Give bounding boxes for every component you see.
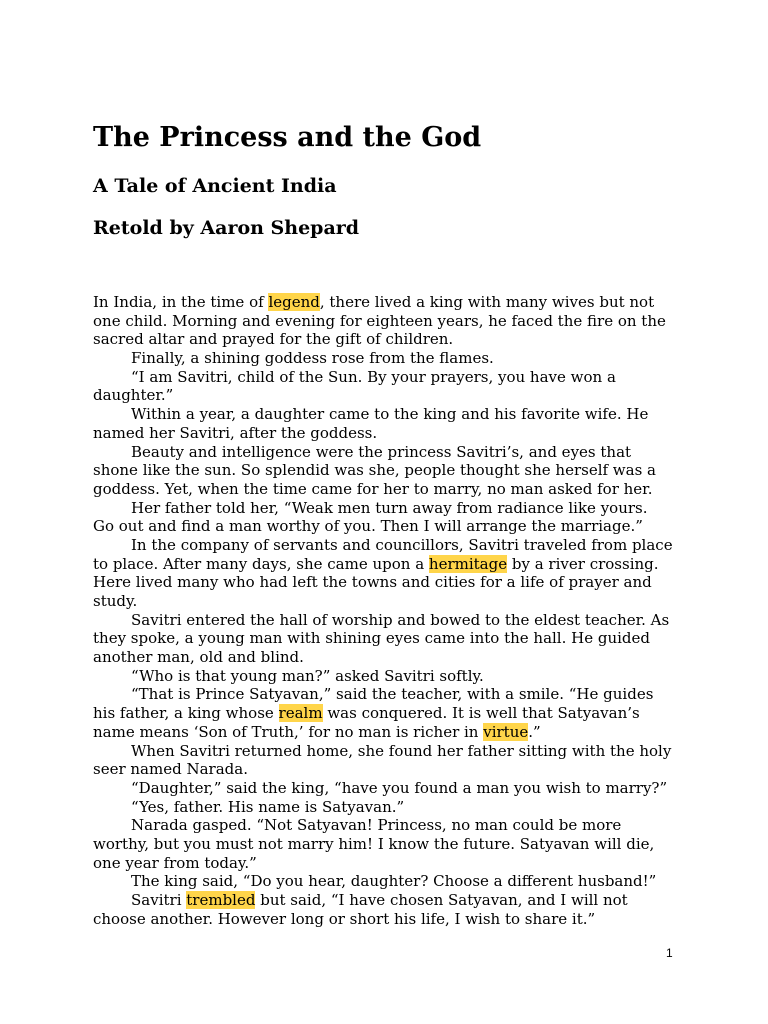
text-line: [93, 685, 693, 704]
text-line: [93, 555, 693, 574]
text-segment: one year from today.”: [93, 853, 257, 872]
story-body: [93, 293, 693, 928]
text-line: [93, 611, 693, 630]
text-segment: Savitri: [131, 891, 187, 909]
page-number: 1: [666, 946, 673, 960]
text-segment: Within a year, a daughter came to the king and his favorite wife. He: [131, 405, 649, 424]
text-segment: study.: [93, 592, 138, 610]
text-segment: .”: [528, 722, 541, 741]
text-segment: named her Savitri, after the goddess.: [93, 423, 378, 442]
text-line: [93, 854, 693, 873]
text-segment: “Who is that young man?” asked Savitri softly.: [131, 666, 484, 685]
text-line: [93, 312, 693, 331]
text-line: [93, 742, 693, 761]
text-segment: Beauty and intelligence were the princess Savitri’s, and eyes that: [131, 442, 632, 461]
highlighted-word: hermitage: [428, 554, 508, 573]
text-segment: one child. Morning and evening for eighteen years, he faced the fire on the: [93, 311, 666, 330]
text-segment: sacred altar and prayed for the gift of children.: [93, 330, 454, 349]
text-line: [93, 667, 693, 686]
text-segment: to place. After many days, she came upon a: [93, 554, 429, 573]
text-segment: , there lived a king with many wives but not: [319, 293, 655, 311]
document-title: The Princess and the God: [93, 122, 482, 153]
text-segment: Savitri entered the hall of worship and bowed to the eldest teacher. As: [131, 610, 670, 629]
text-segment: daughter.”: [93, 386, 174, 405]
text-segment: Finally, a shining goddess rose from the flames.: [131, 349, 494, 368]
highlighted-word: realm: [278, 704, 323, 723]
highlighted-word: legend: [268, 293, 320, 311]
text-segment: Her father told her, “Weak men turn away from radiance like yours.: [131, 498, 648, 517]
text-segment: “I am Savitri, child of the Sun. By your prayers, you have won a: [131, 367, 616, 386]
text-line: [93, 723, 693, 742]
text-segment: seer named Narada.: [93, 760, 248, 779]
text-line: [93, 798, 693, 817]
text-segment: “Yes, father. His name is Satyavan.”: [131, 797, 405, 816]
text-segment: worthy, but you must not marry him! I know the future. Satyavan will die,: [93, 834, 655, 853]
text-line: [93, 480, 693, 499]
text-line: [93, 760, 693, 779]
text-line: [93, 910, 693, 929]
text-segment: “That is Prince Satyavan,” said the teacher, with a smile. “He guides: [131, 685, 654, 704]
text-line: [93, 499, 693, 518]
text-line: [93, 872, 693, 891]
text-line: [93, 293, 693, 312]
text-line: [93, 536, 693, 555]
text-line: [93, 835, 693, 854]
text-line: [93, 368, 693, 387]
highlighted-word: trembled: [186, 891, 256, 909]
text-segment: goddess. Yet, when the time came for her to marry, no man asked for her.: [93, 479, 653, 498]
text-segment: Here lived many who had left the towns and cities for a life of prayer and: [93, 573, 652, 592]
text-segment: but said, “I have chosen Satyavan, and I will not: [255, 891, 628, 909]
text-line: [93, 779, 693, 798]
text-line: [93, 330, 693, 349]
text-line: [93, 443, 693, 462]
text-segment: name means ‘Son of Truth,’ for no man is richer in: [93, 722, 484, 741]
text-segment: his father, a king whose: [93, 704, 279, 723]
text-line: [93, 461, 693, 480]
text-segment: “Daughter,” said the king, “have you found a man you wish to marry?”: [131, 778, 668, 797]
text-segment: Narada gasped. “Not Satyavan! Princess, no man could be more: [131, 816, 622, 835]
text-line: [93, 704, 693, 723]
document-byline: Retold by Aaron Shepard: [93, 217, 360, 239]
text-line: [93, 424, 693, 443]
text-segment: Go out and find a man worthy of you. Then I will arrange the marriage.”: [93, 517, 643, 536]
text-segment: shone like the sun. So splendid was she, people thought she herself was a: [93, 461, 656, 480]
text-segment: they spoke, a young man with shining eyes came into the hall. He guided: [93, 629, 651, 648]
text-line: [93, 648, 693, 667]
text-segment: When Savitri returned home, she found her father sitting with the holy: [131, 741, 672, 760]
text-line: [93, 517, 693, 536]
text-segment: In the company of servants and councillors, Savitri traveled from place: [131, 535, 673, 554]
text-segment: was conquered. It is well that Satyavan’s: [322, 704, 640, 723]
text-line: [93, 592, 693, 611]
document-subtitle: A Tale of Ancient India: [93, 175, 337, 197]
text-line: [93, 349, 693, 368]
text-segment: The king said, “Do you hear, daughter? Choose a different husband!”: [131, 872, 657, 891]
text-line: [93, 386, 693, 405]
text-line: [93, 816, 693, 835]
text-segment: by a river crossing.: [507, 554, 659, 573]
text-line: [93, 405, 693, 424]
text-line: [93, 573, 693, 592]
text-line: [93, 629, 693, 648]
text-segment: another man, old and blind.: [93, 648, 304, 667]
highlighted-word: virtue: [483, 722, 529, 741]
text-line: [93, 891, 693, 910]
text-segment: In India, in the time of: [93, 293, 269, 311]
text-segment: choose another. However long or short his life, I wish to share it.”: [93, 909, 596, 928]
